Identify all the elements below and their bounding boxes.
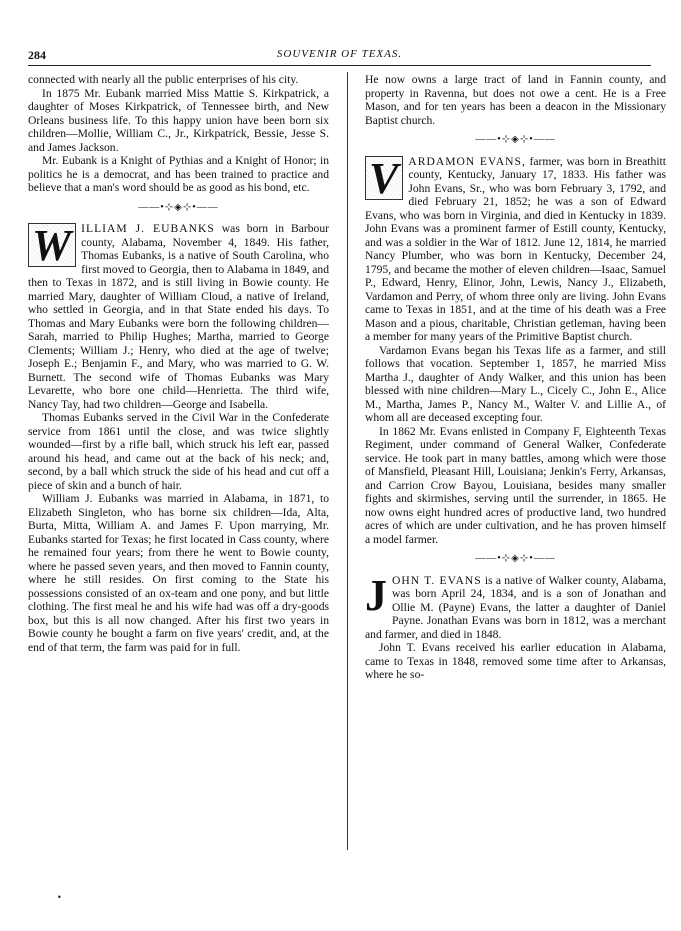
biography-john-evans xyxy=(365,570,666,642)
paragraph: William J. Eubanks was married in Alabama, in 1871, to Elizabeth Singleton, who has borne six children—Ida, Alta, Burta, Mitta, William A. and James F. Upon marrying, Mr. Eubanks started for Texas; he first located in Cass county, where he remained four years; from there he went to Bowie county, where he passed seven years, and then moved to Fannin county, where he still resides. On first coming to the State his possessions consisted of an ox-team and one pony, and but little clothing. The first meal he and his wife had was off a dry-goods box, but this is all now changed. After his first two years in Bowie county he bought a farm on five years' credit, and, at the end of that term, the farm was paid for in full. xyxy=(28,492,329,654)
drop-cap: V xyxy=(365,156,403,200)
paragraph-text: farmer, was born in Breathitt county, Kentucky, January 17, 1833. His father was John Evans, Sr., who was born February 3, 1792, and died February 21, 1852; he was a son of Edward Evans, who was born in Virginia, and died in Kentucky in 1839. John Evans was a prominent farmer of Estill county, Kentucky, and was a soldier in the War of 1812. June 12, 1814, he married Nancy Plumber, who was born in Kentucky, December 24, 1795, and became the mother of eleven children—Isaac, Samuel P., Edward, Henry, Elinor, John, Lewis, Nancy J., Elizabeth, Vardamon and Perry, of whom three only are living. John Evans came to Texas in 1851, and at the time of his death was a Free Mason and a pious, charitable, Christian getleman, having been a member for many years of the Primitive Baptist church. xyxy=(365,154,666,343)
drop-cap: W xyxy=(28,223,76,267)
biography-eubanks xyxy=(28,222,329,411)
page-number: 284 xyxy=(28,48,46,62)
paragraph-text: was born in Barbour county, Alabama, November 4, 1849. His father, Thomas Eubanks, is a native of South Carolina, who first moved to Georgia, then to Alabama in 1849, and then to Texas in 1872, and is still living in Bowie county. He married Mary, daughter of William Cloud, a native of Ireland, who settled in Georgia, and in that State ended his days. To Thomas and Mary Eubanks were born the following children—Sarah, married to Philip Hughes; Martha, married to George Clements; William J.; Henry, who died at the age of twelve; Joseph E.; Benjamin F., and Mary, who was married to G. W. Burnett. The second wife of Thomas Eubanks was Mary Levarette, who bore one child—Henrietta. The third wife, Nancy Tay, had two children—George and Isabella. xyxy=(28,222,330,411)
paragraph: connected with nearly all the public enterprises of his city. xyxy=(28,73,299,86)
paragraph: Thomas Eubanks served in the Civil War in the Confederate service from 1861 until the close, and was twice slightly wounded—first by a rifle ball, which struck his left ear, passed around his head, and came out at the back of his neck; and, second, by a ball which struck the side of his head and cut off a piece of skin and a bunch of hair. xyxy=(28,411,329,492)
subject-name: ILLIAM J. EUBANKS xyxy=(81,222,215,235)
left-column xyxy=(28,73,329,654)
paragraph: Vardamon Evans began his Texas life as a farmer, and still follows that vocation. September 1, 1857, he married Miss Martha J., daughter of Andy Walker, and this union has been blessed with nine children—Mary L., Cicely C., John E., Alice M., Martha, James P., Nancy M., Walter V. and Lillie A., of whom all are deceased excepting four. xyxy=(365,343,666,424)
right-column xyxy=(365,73,666,682)
section-ornament: ——•⊹◈⊹•—— xyxy=(475,553,556,564)
section-ornament: ——•⊹◈⊹•—— xyxy=(475,134,556,145)
page-header xyxy=(28,47,651,66)
section-ornament: ——•⊹◈⊹•—— xyxy=(138,201,219,213)
paragraph-text: is a native of Walker county, Alabama, was born April 24, 1834, and is a son of Jonathan and Ollie M. (Payne) Evans, the latter a daughter of Daniel Payne. Jonathan Evans was born in 1812, was a merchant and farmer, and died in 1848. xyxy=(365,573,666,641)
paragraph: In 1875 Mr. Eubank married Miss Mattie S. Kirkpatrick, a daughter of Moses Kirkpatrick, of Tennessee birth, and New Orleans business life. To this happy union have been born six children—Mollie, William C., Jr., Kirkpatrick, Bessie, Jesse S. and James Jackson. xyxy=(28,86,329,154)
running-title: SOUVENIR OF TEXAS. xyxy=(276,48,403,60)
biography-vardamon-evans xyxy=(365,155,666,344)
paragraph: Mr. Eubank is a Knight of Pythias and a Knight of Honor; in politics he is a democrat, and has been trained to practice and believe that a man's word should be as good as his bond, etc. xyxy=(28,154,329,194)
paragraph: He now owns a large tract of land in Fannin county, and property in Ravenna, but does not owe a cent. He is a Free Mason, and for ten years has been a deacon in the Missionary Baptist church. xyxy=(365,73,666,127)
column-divider xyxy=(347,72,348,850)
subject-name: OHN T. EVANS xyxy=(392,573,482,587)
paragraph: John T. Evans received his earlier education in Alabama, came to Texas in 1848, removed some time after to Arkansas, where he so- xyxy=(365,641,666,681)
subject-name: ARDAMON EVANS, xyxy=(408,154,526,168)
drop-cap: J xyxy=(365,570,387,620)
footer-mark: • xyxy=(57,893,62,902)
paragraph: In 1862 Mr. Evans enlisted in Company F, Eighteenth Texas Regiment, under command of General Walker, Confederate service. He took part in many battles, among which were those of Mansfield, Pleasant Hill, Louisiana; Jenkin's Ferry, Arkansas, and Carrion Crow Bayou, Louisiana, besides many smaller fights and skirmishes, serving until the surrender, in 1865. He now owns eight hundred acres of productive land, two hundred acres of which are under cultivation, and he has proven himself a model farmer. xyxy=(365,424,666,546)
